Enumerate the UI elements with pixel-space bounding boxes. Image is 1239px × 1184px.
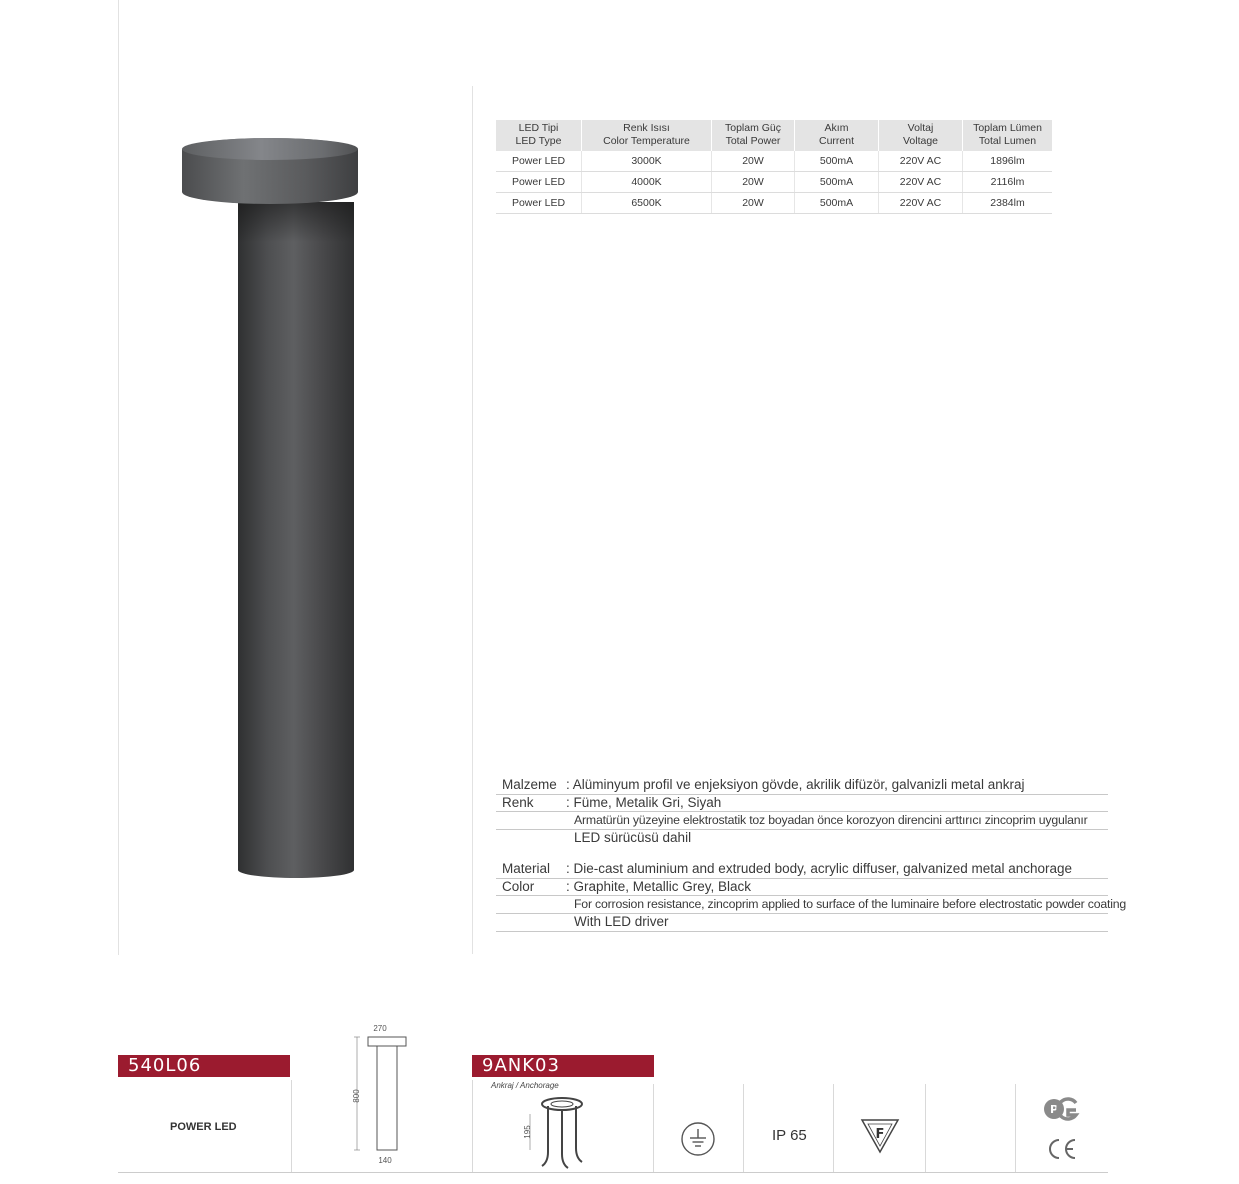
cell-voltage: 220V AC [879, 172, 963, 193]
color-label: Color [502, 878, 535, 894]
coating-note: Armatürün yüzeyine elektrostatik toz boyadan önce korozyon direncini arttırıcı zincoprim uygulanır [574, 813, 1088, 828]
note-row-en [496, 896, 1127, 914]
cell-total-lumen: 2116lm [963, 172, 1053, 193]
center-divider [472, 86, 473, 954]
driver-row-en [496, 914, 1108, 932]
cell-color-temperature: 6500K [582, 193, 712, 214]
anchorage-drawing [520, 1092, 590, 1170]
header-current: Akım Current [795, 120, 879, 151]
dimension-drawing [340, 1018, 420, 1168]
bottom-rule [118, 1172, 1108, 1173]
description-tr [496, 777, 1108, 847]
material-row-en [496, 861, 1108, 879]
dim-top-label: 270 [373, 1024, 387, 1033]
ce-mark-icon [1044, 1136, 1078, 1162]
anchor-code-bar [472, 1055, 654, 1077]
header-total-power: Toplam Güç Total Power [712, 120, 795, 151]
anchor-code: 9ANK03 [482, 1055, 560, 1076]
material-value: : Alüminyum profil ve enjeksiyon gövde, akrilik difüzör, galvanizli metal ankraj [566, 777, 1025, 792]
color-row-en [496, 879, 1108, 897]
cell-total-lumen: 2384lm [963, 193, 1053, 214]
coating-note: For corrosion resistance, zincoprim applied to surface of the luminaire before electrostatic powder coating [574, 897, 1127, 912]
cell-current: 500mA [795, 151, 879, 172]
product-code-bar [118, 1055, 290, 1077]
cell-total-lumen: 1896lm [963, 151, 1053, 172]
ip-rating: IP 65 [772, 1127, 807, 1144]
anchor-dim-label: 195 [523, 1125, 532, 1139]
material-label: Malzeme [502, 777, 557, 792]
driver-note: LED sürücüsü dahil [574, 830, 692, 846]
cell-total-power: 20W [712, 172, 795, 193]
note-row-tr [496, 812, 1108, 830]
anchor-caption: Ankraj / Anchorage [491, 1081, 559, 1090]
cell-color-temperature: 3000K [582, 151, 712, 172]
header-led-type: LED Tipi LED Type [496, 120, 582, 151]
material-row-tr [496, 777, 1108, 795]
cell-voltage: 220V AC [879, 151, 963, 172]
table-row [496, 151, 1052, 172]
spec-table-header [496, 120, 1052, 151]
color-row-tr [496, 795, 1108, 813]
led-type-label: POWER LED [170, 1121, 237, 1133]
material-label: Material [502, 861, 551, 876]
pct-certification-icon [1042, 1096, 1080, 1122]
table-row [496, 172, 1052, 193]
product-photo [182, 138, 358, 878]
material-value: : Die-cast aluminium and extruded body, acrylic diffuser, galvanized metal anchorage [566, 861, 1073, 876]
cell-current: 500mA [795, 172, 879, 193]
product-code: 540L06 [128, 1055, 202, 1076]
cell-voltage: 220V AC [879, 193, 963, 214]
header-total-lumen: Toplam Lümen Total Lumen [963, 120, 1053, 151]
color-label: Renk [502, 794, 534, 810]
cell-led-type: Power LED [496, 172, 582, 193]
cell-total-power: 20W [712, 193, 795, 214]
cell-color-temperature: 4000K [582, 172, 712, 193]
dim-bottom-label: 140 [378, 1156, 392, 1165]
f-mark-triangle-icon [860, 1118, 900, 1154]
header-voltage: Voltaj Voltage [879, 120, 963, 151]
lamp-pole [238, 202, 354, 878]
description-en [496, 861, 1127, 932]
color-value: : Füme, Metalik Gri, Siyah [566, 794, 722, 810]
dim-height-label: 800 [352, 1089, 361, 1103]
spec-table [496, 120, 1052, 214]
cell-current: 500mA [795, 193, 879, 214]
cell-total-power: 20W [712, 151, 795, 172]
driver-note: With LED driver [574, 914, 669, 930]
earth-ground-icon [680, 1121, 716, 1157]
cell-led-type: Power LED [496, 193, 582, 214]
driver-row-tr [496, 830, 1108, 847]
table-row [496, 193, 1052, 214]
color-value: : Graphite, Metallic Grey, Black [566, 878, 752, 894]
svg-text:P: P [1049, 1103, 1059, 1116]
header-color-temperature: Renk Isısı Color Temperature [582, 120, 712, 151]
svg-text:F: F [875, 1127, 885, 1142]
cell-led-type: Power LED [496, 151, 582, 172]
left-margin-rule [118, 0, 119, 955]
